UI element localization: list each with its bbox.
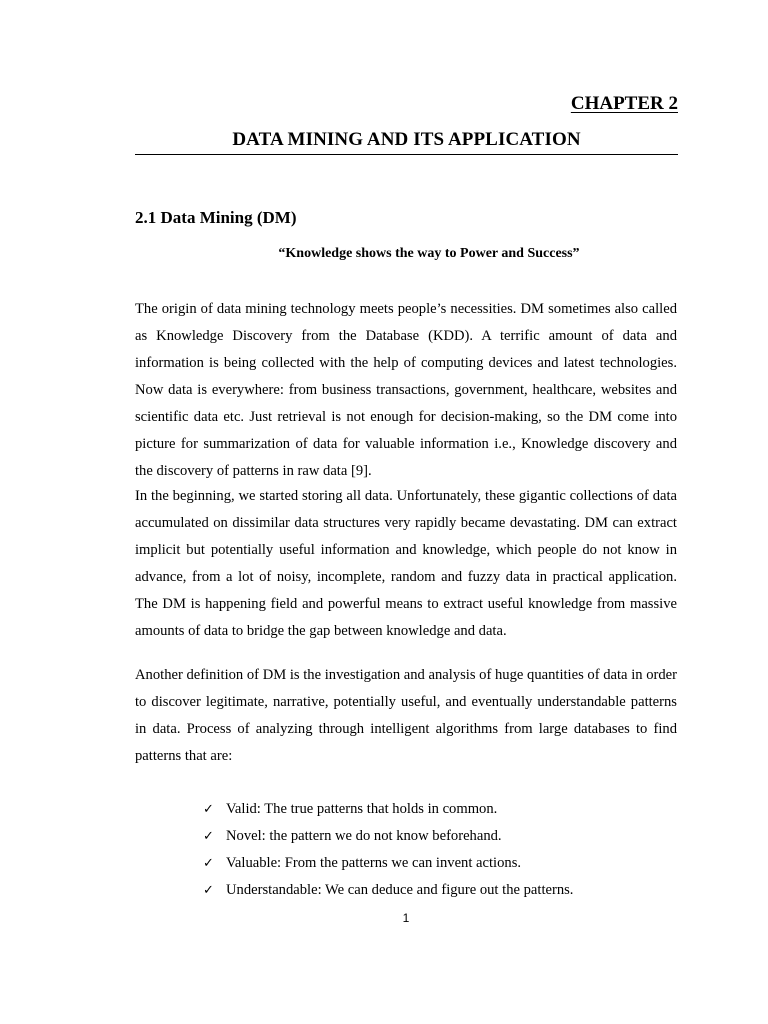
paragraph-definition: Another definition of DM is the investigation and analysis of huge quantities of data in order to discover legitimate, narrative, potentially useful, and eventually understandable patterns in data. Process of analyzing through intelligent algorithms from large databases to find patterns that are: — [135, 667, 677, 764]
list-item-text: Valuable: From the patterns we can invent actions. — [226, 855, 522, 871]
title-divider — [135, 154, 678, 155]
list-item-text: Understandable: We can deduce and figure out the patterns. — [226, 882, 574, 898]
epigraph-quote: “Knowledge shows the way to Power and Success” — [278, 246, 580, 261]
chapter-label: CHAPTER 2 — [570, 93, 678, 114]
chapter-title: DATA MINING AND ITS APPLICATION — [232, 129, 581, 150]
page-number: 1 — [402, 911, 410, 925]
list-item — [203, 823, 573, 850]
list-item — [203, 877, 573, 904]
paragraph-beginning: In the beginning, we started storing all data. Unfortunately, these gigantic collections of data accumulated on dissimilar data structures very rapidly became devastating. DM can extract implicit but potentially useful information and knowledge, which people do not know in advance, from a lot of noisy, incomplete, random and fuzzy data in practical application. The DM is happening field and powerful means to extract useful knowledge from massive amounts of data to bridge the gap between knowledge and data. — [135, 488, 677, 639]
list-item — [203, 850, 573, 877]
section-heading: 2.1 Data Mining (DM) — [135, 208, 297, 227]
list-item-text: Novel: the pattern we do not know beforehand. — [226, 828, 502, 844]
list-item — [203, 796, 573, 823]
checkmark-icon: ✓ — [203, 829, 214, 844]
list-item-text: Valid: The true patterns that holds in common. — [226, 801, 498, 817]
pattern-criteria-list — [203, 796, 573, 904]
paragraph-origin: The origin of data mining technology meets people’s necessities. DM sometimes also called as Knowledge Discovery from the Database (KDD). A terrific amount of data and information is being collected with the help of computing devices and latest technologies. Now data is everywhere: from business transactions, government, healthcare, websites and scientific data etc. Just retrieval is not enough for decision-making, so the DM come into picture for summarization of data for valuable information i.e., Knowledge discovery and the discovery of patterns in raw data [9]. — [135, 301, 677, 479]
checkmark-icon: ✓ — [203, 802, 214, 817]
checkmark-icon: ✓ — [203, 883, 214, 898]
checkmark-icon: ✓ — [203, 856, 214, 871]
